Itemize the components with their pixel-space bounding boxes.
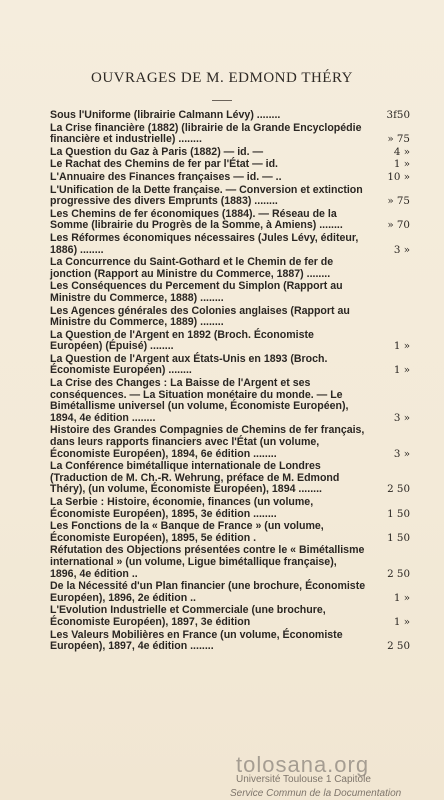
entry-text: La Question de l'Argent aux États-Unis en 1893 (Broch. Économiste Européen) ........ [50,352,328,377]
list-item [50,630,410,653]
entry-price: 2 50 [387,640,410,653]
entry-text: Histoire des Grandes Compagnies de Chemins de fer français, dans leurs rapports financiers avec l'État (un volume, Économiste Européen), 1894, 6e édition ........ [50,424,365,460]
entry-text: L'Unification de la Dette française. — Conversion et extinction progressive des divers Emprunts (1883) ........ [50,183,363,208]
entry-text: La Serbie : Histoire, économie, finances (un volume, Économiste Européen), 1895, 3e édition ........ [50,496,314,520]
entry-price: 1 » [393,364,410,377]
entry-text: Sous l'Uniforme (librairie Calmann Lévy) ........ [50,109,281,121]
entry-price: 4 » [393,145,410,158]
entry-price: » 70 [387,219,410,232]
entry-price: 1 » [393,615,410,628]
university-watermark: Université Toulouse 1 Capitole [236,774,371,785]
list-item [50,605,410,628]
entry-text: La Crise financière (1882) (librairie de la Grande Encyclopédie financière et industrielle) ........ [50,121,362,146]
list-item [50,147,410,159]
entry-price: 1 50 [387,507,410,520]
list-item [50,123,410,146]
entry-price: 3 » [393,447,410,460]
list-item [50,461,410,496]
entry-text: Les Chemins de fer économiques (1884). — Réseau de la Somme (librairie du Progrès de la Somme, à Amiens) ........ [50,207,343,232]
list-item [50,354,410,377]
list-item [50,521,410,544]
list-item [50,185,410,208]
list-item [50,330,410,353]
list-item [50,159,410,171]
entry-text: Le Rachat des Chemins de fer par l'État — id. [50,158,278,171]
entry-price: 10 » [387,170,410,183]
entry-price: 1 » [393,591,410,604]
list-item [50,581,410,604]
service-watermark: Service Commun de la Documentation [230,788,402,799]
list-item [50,110,410,122]
entry-text: De la Nécessité d'un Plan financier (une brochure, Économiste Européen), 1896, 2e édition .. [50,580,366,604]
entry-text: L'Evolution Industrielle et Commerciale (une brochure, Économiste Européen), 1897, 3e édition [50,604,326,628]
entry-price: 3 » [393,411,410,424]
entry-price: 2 50 [387,483,410,496]
list-item [50,257,410,280]
works-list [50,110,410,654]
library-logo-watermark: tolosana.org [236,752,370,777]
entry-text: Les Valeurs Mobilières en France (un volume, Économiste Européen), 1897, 4e édition ........ [50,628,343,653]
entry-text: Les Réformes économiques nécessaires (Jules Lévy, éditeur, 1886) ........ [50,231,359,256]
list-item [50,172,410,184]
list-item [50,497,410,520]
entry-price: » 75 [387,133,410,146]
list-item [50,209,410,232]
list-item [50,545,410,580]
list-item [50,306,410,329]
entry-text: Réfutation des Objections présentées contre le « Bimétallisme international » (un volume, Ligue bimétallique française), 1896, 4e édition .. [50,544,365,580]
entry-price: » 75 [387,195,410,208]
entry-text: La Crise des Changes : La Baisse de l'Argent et ses conséquences. — La Situation monétaire du monde. — Le Bimétallisme universel (un volume, Économiste Européen), 1894, 4e édition ........ [50,377,349,424]
entry-text: Les Agences générales des Colonies anglaises (Rapport au Ministre du Commerce, 1889) ........ [50,304,350,329]
entry-text: La Question de l'Argent en 1892 (Broch. Économiste Européen) (Épuisé) ........ [50,328,314,353]
entry-text: L'Annuaire des Finances françaises — id. — .. [50,170,282,183]
list-item [50,425,410,460]
title-rule [212,100,232,101]
entry-price: 1 » [393,340,410,353]
page-title: OUVRAGES DE M. EDMOND THÉRY [91,70,353,86]
list-item [50,378,410,424]
entry-text: La Concurrence du Saint-Gothard et le Chemin de fer de jonction (Rapport au Ministre du Commerce, 1887) ........ [50,256,334,280]
entry-text: La Question du Gaz à Paris (1882) — id. — [50,145,264,158]
list-item [50,281,410,304]
list-item [50,233,410,256]
entry-text: La Conférence bimétallique internationale de Londres (Traduction de M. Ch.-R. Wehrung, préface de M. Edmond Théry), (un volume, Économiste Européen), 1894 ........ [50,460,340,496]
entry-price: 2 50 [387,567,410,580]
entry-text: Les Fonctions de la « Banque de France » (un volume, Économiste Européen), 1895, 5e édition . [50,520,324,544]
entry-price: 1 » [393,158,410,171]
entry-price: 1 50 [387,531,410,544]
entry-price: 3f50 [386,109,410,121]
entry-text: Les Conséquences du Percement du Simplon (Rapport au Ministre du Commerce, 1888) ........ [50,280,343,304]
entry-price: 3 » [393,243,410,256]
